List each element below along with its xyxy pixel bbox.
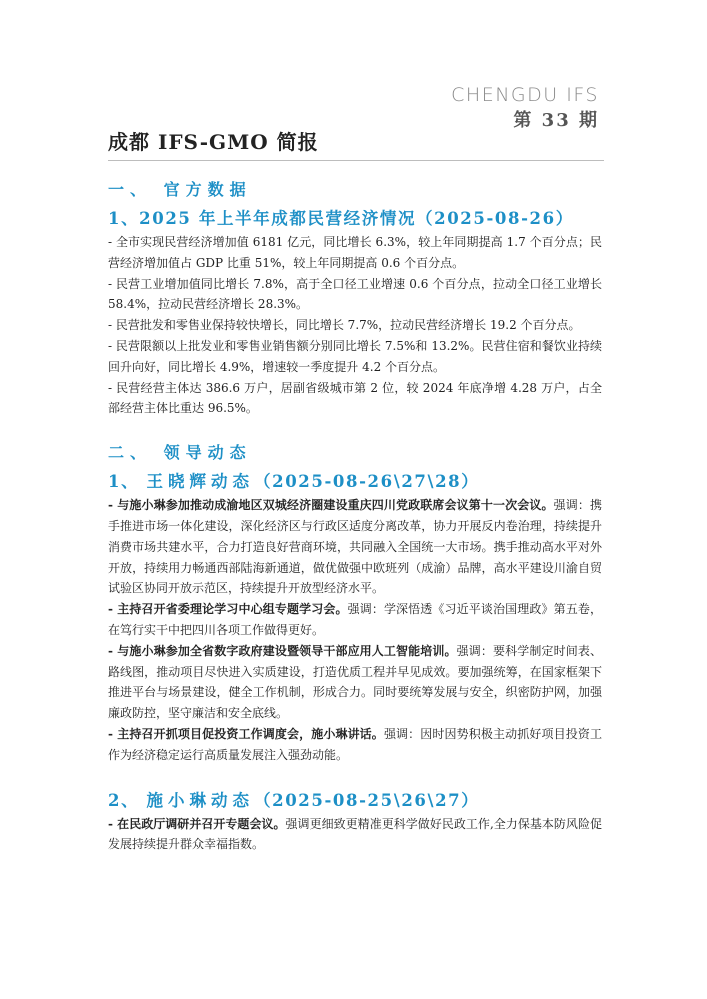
section-official-data xyxy=(108,178,602,419)
item-text: 强调：学深悟透《习近平谈治国理政》第五卷，在笃行实干中把四川各项工作做得更好。 xyxy=(108,602,602,637)
brand-wordmark: CHENGDU IFS xyxy=(451,84,599,106)
subsection-date: （2025-08-25\26\27） xyxy=(254,790,480,810)
subsection-heading xyxy=(108,469,602,495)
section-heading: 二、 领导动态 xyxy=(108,443,252,463)
item-lead: - 主持召开省委理论学习中心组专题学习会。 xyxy=(108,602,348,617)
list-item xyxy=(108,495,602,599)
subsection-number: 2、 xyxy=(108,790,140,810)
issue-number: 第 33 期 xyxy=(513,110,599,131)
subsection-heading: 1、2025 年上半年成都民营经济情况（2025-08-26） xyxy=(108,209,574,228)
section-heading: 一、 官方数据 xyxy=(108,180,252,199)
item-text: 强调：要科学制定时间表、路线图，推动项目尽快进入实质建设，打造优质工程并早见成效。要加强统筹，在国家框架下推进平台与场景建设，健全工作机制，形成合力。同时要统筹发展与安全，织密防护网，加强廉政防控，坚守廉洁和安全底线。 xyxy=(108,643,602,721)
list-item: - 民营批发和零售业保持较快增长，同比增长 7.7%，拉动民营经济增长 19.2 个百分点。 xyxy=(108,318,581,333)
list-item xyxy=(108,641,602,724)
item-lead: - 与施小琳参加推动成渝地区双城经济圈建设重庆四川党政联席会议第十一次会议。 xyxy=(108,498,554,513)
subsection-heading xyxy=(108,788,602,814)
item-text: 强调更细致更精准更科学做好民政工作,全力保基本防风险促发展持续提升群众幸福指数。 xyxy=(108,816,602,852)
document-body xyxy=(108,178,602,855)
item-text: 强调：因时因势积极主动抓好项目投资工作为经济稳定运行高质量发展注入强劲动能。 xyxy=(108,726,602,762)
subsection-date: （2025-08-26\27\28） xyxy=(254,472,480,492)
document-title: 成都 IFS-GMO 简报 xyxy=(108,130,319,154)
list-item: - 全市实现民营经济增加值 6181 亿元，同比增长 6.3%，较上年同期提高 1.7 个百分点；民营经济增加值占 GDP 比重 51%，较上年同期提高 0.6 个百分点。 xyxy=(108,235,602,270)
title-divider xyxy=(108,160,604,161)
item-lead: - 与施小琳参加全省数字政府建设暨领导干部应用人工智能培训。 xyxy=(108,643,457,658)
list-item: - 民营限额以上批发业和零售业销售额分别同比增长 7.5%和 13.2%。民营住宿和餐饮业持续回升向好，同比增长 4.9%，增速较一季度提升 4.2 个百分点。 xyxy=(108,338,602,374)
list-item xyxy=(108,814,602,856)
list-item: - 民营工业增加值同比增长 7.8%，高于全口径工业增速 0.6 个百分点，拉动全口径工业增长 58.4%，拉动民营经济增长 28.3%。 xyxy=(108,276,602,312)
subsection-title: 施小琳动态 xyxy=(146,790,255,810)
subsection-title: 王晓辉动态 xyxy=(146,472,255,492)
list-item: - 民营经营主体达 386.6 万户，居副省级城市第 2 位，较 2024 年底净增 4.28 万户，占全部经营主体比重达 96.5%。 xyxy=(108,380,602,416)
section-leader-updates xyxy=(108,441,602,855)
item-lead: - 主持召开抓项目促投资工作调度会，施小琳讲话。 xyxy=(108,726,384,741)
item-lead: - 在民政厅调研并召开专题会议。 xyxy=(108,816,286,831)
list-item xyxy=(108,599,602,641)
item-text: 强调：携手推进市场一体化建设，深化经济区与行政区适度分离改革，协力开展反内卷治理，持续提升消费市场共建水平，合力打造良好营商环境，共同融入全国统一大市场。携手推动高水平对外开放，持续用力畅通西部陆海新通道，做优做强中欧班列（成渝）品牌，高水平建设川渝自贸试验区协同开放示范区，持续提升开放型经济水平。 xyxy=(108,498,602,596)
subsection-number: 1、 xyxy=(108,472,140,492)
list-item xyxy=(108,724,602,766)
